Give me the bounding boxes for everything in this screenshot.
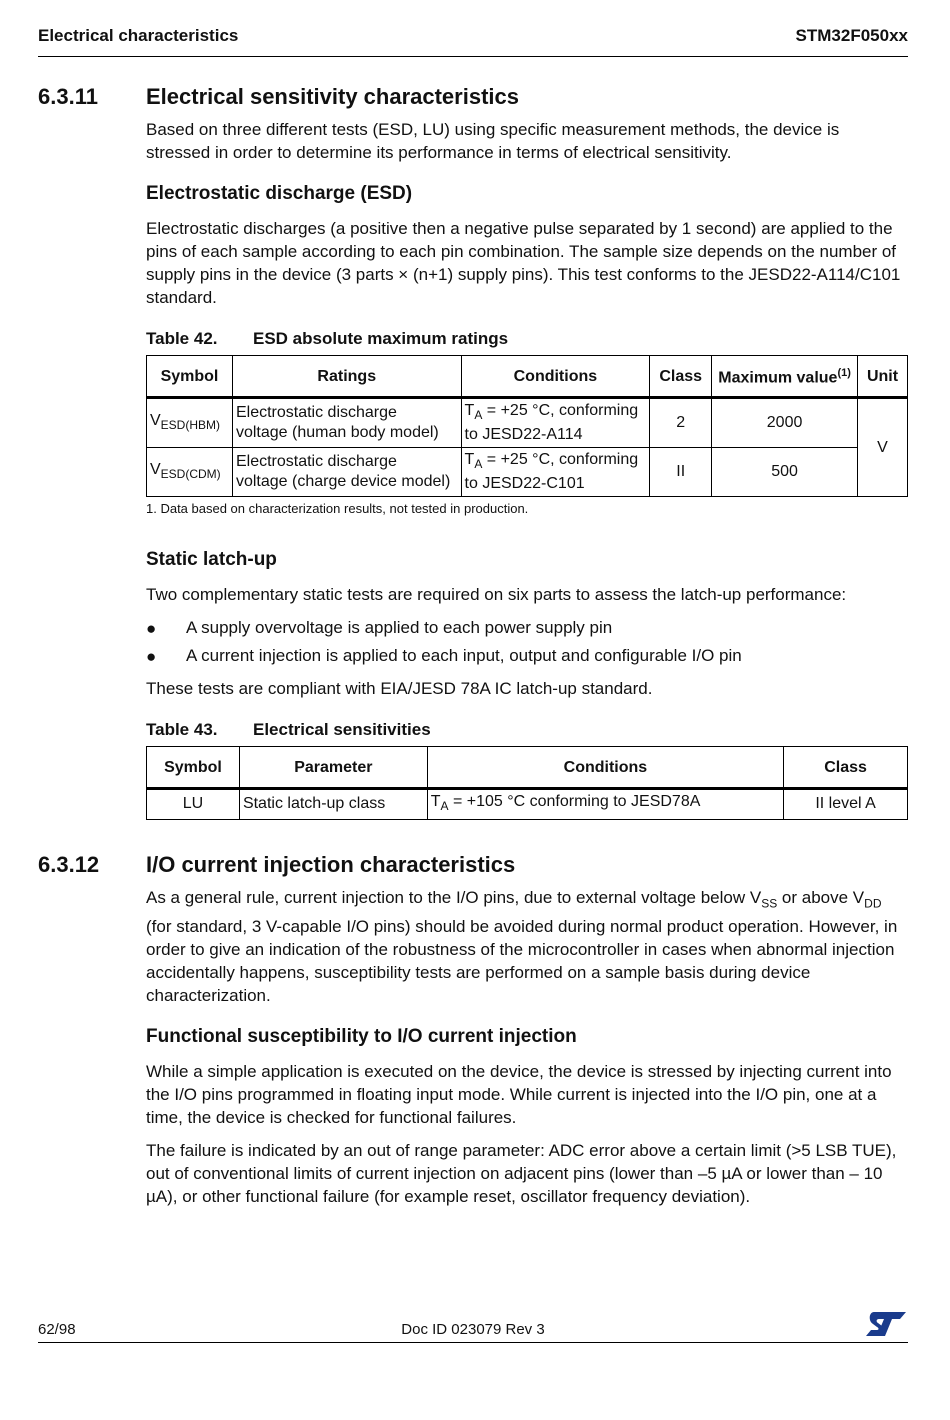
doc-id: Doc ID 023079 Rev 3 [401, 1321, 545, 1338]
cell-conditions: $T_A = +105$ °C conforming to JESD78A [427, 789, 783, 819]
list-item: ● A current injection is applied to each input, output and configurable I/O pin [146, 646, 742, 667]
table-title: ESD absolute maximum ratings [253, 329, 509, 348]
failure-paragraph: The failure is indicated by an out of range parameter: ADC error above a certain limit (>5 LSB TUE), out of conventional limits of current injection on adjacent pins (lower than –5 µA or lower than – 10 µA), or other functional failure (for example reset, oscillator frequency deviation). [146, 1140, 897, 1206]
cell-symbol: LU [147, 789, 240, 819]
col-unit: Unit [857, 356, 907, 398]
table-43-caption [146, 718, 908, 740]
cell-class: II [650, 448, 712, 497]
susceptibility-heading: Functional susceptibility to I/O current injection [146, 1025, 577, 1047]
esd-ratings-table [146, 355, 908, 497]
st-logo-icon [864, 1310, 908, 1342]
cell-conditions: $T_A = +25$ °C, conforming to JESD22-A114 [461, 398, 650, 448]
cell-symbol: $V_{ESD(HBM)}$ [147, 398, 233, 448]
page-footer [38, 1318, 908, 1343]
table-header-row [147, 356, 908, 398]
col-symbol: Symbol [147, 747, 240, 789]
latchup-paragraph: Two complementary static tests are required on six parts to assess the latch-up performance: [146, 585, 847, 605]
table-row [147, 789, 908, 819]
table-header-row [147, 747, 908, 789]
susceptibility-paragraph: While a simple application is executed on the device, the device is stressed by injecting current into the I/O pins programmed in floating input mode. While current is injected into the I/O pin, one at a time, the device is checked for functional failures. [146, 1061, 892, 1127]
col-symbol: Symbol [147, 356, 233, 398]
col-ratings: Ratings [232, 356, 461, 398]
header-section: Electrical characteristics [38, 26, 239, 45]
footnote-ref: (1) [837, 367, 851, 380]
injection-paragraph: As a general rule, current injection to the I/O pins, due to external voltage below $V_{SS}$ or above $V_{DD}$ (for standard, 3 V-capable I/O pins) should be avoided during normal product operation. However, in order to give an indication of the robustness of the microcontroller in cases when abnormal injection accidentally happens, susceptibility tests are performed on a sample basis during device characterization. [146, 887, 898, 1005]
cell-ratings: Electrostatic discharge voltage (human body model) [232, 398, 461, 448]
header-product: STM32F050xx [795, 26, 908, 45]
cell-class: 2 [650, 398, 712, 448]
cell-parameter: Static latch-up class [239, 789, 427, 819]
section-body [146, 886, 908, 1208]
table-title: Electrical sensitivities [253, 720, 431, 740]
col-conditions: Conditions [427, 747, 783, 789]
section-number: 6.3.11 [38, 84, 98, 109]
page-content [38, 80, 908, 1218]
section-title-6-3-12 [38, 852, 908, 886]
col-max-value: Maximum value$^{(1)}$ [712, 356, 858, 398]
table-number: Table 42. [146, 329, 218, 348]
latchup-standard-paragraph: These tests are compliant with EIA/JESD 78A IC latch-up standard. [146, 679, 653, 699]
col-class: Class [650, 356, 712, 398]
cell-max: 500 [712, 448, 858, 497]
list-item: ● A supply overvoltage is applied to each power supply pin [146, 618, 613, 639]
section-heading: I/O current injection characteristics [146, 851, 516, 877]
section-title-6-3-11 [38, 84, 908, 118]
table-row [147, 448, 908, 497]
col-conditions: Conditions [461, 356, 650, 398]
latchup-heading: Static latch-up [146, 549, 277, 571]
table-42-caption [146, 327, 908, 349]
section-heading: Electrical sensitivity characteristics [146, 84, 519, 109]
cell-class: II level A [784, 789, 908, 819]
col-parameter: Parameter [239, 747, 427, 789]
col-class: Class [784, 747, 908, 789]
intro-paragraph: Based on three different tests (ESD, LU) using specific measurement methods, the device is stressed in order to determine its performance in terms of electrical sensitivity. [146, 120, 840, 162]
latchup-bullets [146, 616, 908, 667]
cell-symbol: $V_{ESD(CDM)}$ [147, 448, 233, 497]
section-number: 6.3.12 [38, 851, 100, 877]
page-number: 62/98 [38, 1321, 76, 1338]
esd-heading: Electrostatic discharge (ESD) [146, 183, 413, 204]
page-header [38, 26, 908, 57]
cell-conditions: $T_A = +25$ °C, conforming to JESD22-C101 [461, 448, 650, 497]
section-body [146, 118, 908, 820]
cell-max: 2000 [712, 398, 858, 448]
cell-unit: V [857, 398, 907, 497]
electrical-sensitivities-table [146, 746, 908, 819]
esd-paragraph: Electrostatic discharges (a positive then a negative pulse separated by 1 second) are applied to the pins of each sample according to each pin combination. The sample size depends on the number of supply pins in the device (3 parts × (n+1) supply pins). This test conforms to the JESD22-A114/C101 standard. [146, 219, 901, 307]
table-row [147, 398, 908, 448]
table-footnote: 1. Data based on characterization results, not tested in production. [146, 501, 529, 517]
table-number: Table 43. [146, 720, 218, 740]
cell-ratings: Electrostatic discharge voltage (charge device model) [232, 448, 461, 497]
